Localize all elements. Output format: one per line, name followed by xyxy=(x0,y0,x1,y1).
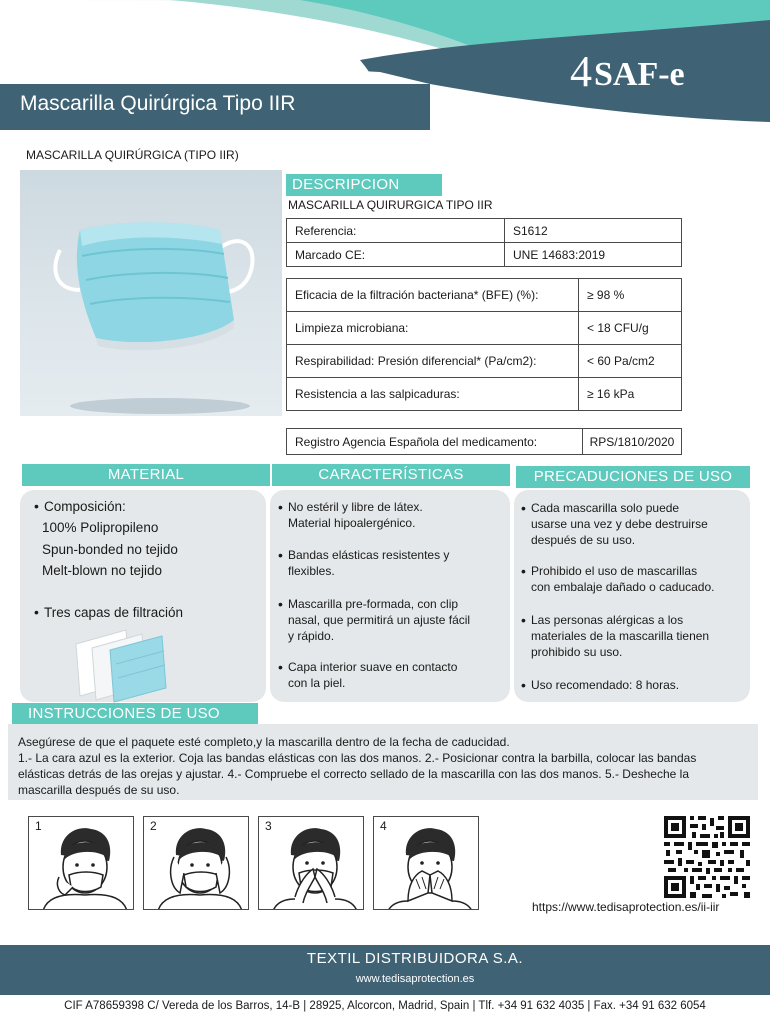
table-row xyxy=(287,429,682,455)
qr-url-link[interactable]: https://www.tedisaprotection.es/ii-iir xyxy=(532,900,720,914)
page-title: Mascarilla Quirúrgica Tipo IIR xyxy=(20,92,296,115)
ce-mark-label: Marcado CE: xyxy=(287,243,505,267)
description-label: DESCRIPCION xyxy=(286,174,442,196)
logo-text: SAF-e xyxy=(594,56,685,93)
precaution-item: • Las personas alérgicas a los materiales de la mascarilla tienen prohibido su uso. xyxy=(531,612,709,660)
footer-website-link[interactable]: www.tedisaprotection.es xyxy=(355,973,475,985)
material-line: 100% Polipropileno xyxy=(42,520,159,535)
spec-label: Respirabilidad: Presión diferencial* (Pa/cm2): xyxy=(287,345,579,378)
spec-value: < 60 Pa/cm2 xyxy=(579,345,682,378)
precaution-item: • Uso recomendado: 8 horas. xyxy=(531,677,679,693)
step-3-illustration xyxy=(258,816,364,910)
step-number: 4 xyxy=(380,819,387,833)
instruction-line: elásticas detrás de las orejas y ajustar. 4.- Compruebe el correcto sellado de la mascarilla con las dos manos. 5.- Desheche la xyxy=(18,767,689,781)
reference-label: Referencia: xyxy=(287,219,505,243)
precaution-item: • Cada mascarilla solo puede usarse una vez y debe destruirse después de su uso. xyxy=(531,500,708,548)
table-row xyxy=(287,279,682,312)
registry-value: RPS/1810/2020 xyxy=(583,429,682,455)
table-row xyxy=(287,378,682,411)
reference-value: S1612 xyxy=(505,219,682,243)
registry-label: Registro Agencia Española del medicamento: xyxy=(287,429,583,455)
step-number: 2 xyxy=(150,819,157,833)
mask-illustration xyxy=(20,170,282,416)
table-row xyxy=(287,219,682,243)
brand-logo xyxy=(570,44,685,94)
step-number: 1 xyxy=(35,819,42,833)
logo-number: 4 xyxy=(570,47,592,96)
person-mask-icon xyxy=(144,817,249,910)
characteristic-item: • No estéril y libre de látex. Material hipoalergénico. xyxy=(288,499,423,531)
instruction-line: Asegúrese de que el paquete esté completo,y la mascarilla dentro de la fecha de caducidad. xyxy=(18,735,510,749)
instructions-block xyxy=(8,724,758,800)
step-1-illustration xyxy=(28,816,134,910)
characteristics-label: CARACTERÍSTICAS xyxy=(272,464,510,486)
layers-item: • Tres capas de filtración xyxy=(44,602,183,623)
step-number: 3 xyxy=(265,819,272,833)
material-label: MATERIAL xyxy=(22,464,270,486)
ce-mark-value: UNE 14683:2019 xyxy=(505,243,682,267)
instruction-line: mascarilla después de su uso. xyxy=(18,783,180,797)
characteristic-item: • Bandas elásticas resistentes y flexibles. xyxy=(288,547,449,579)
product-subtitle: MASCARILLA QUIRÚRGICA (TIPO IIR) xyxy=(26,148,239,162)
description-heading: MASCARILLA QUIRURGICA TIPO IIR xyxy=(288,198,493,212)
filter-layers-icon xyxy=(66,624,186,704)
characteristic-item: • Capa interior suave en contacto con la piel. xyxy=(288,659,457,691)
step-2-illustration xyxy=(143,816,249,910)
spec-value: ≥ 98 % xyxy=(579,279,682,312)
spec-value: ≥ 16 kPa xyxy=(579,378,682,411)
header xyxy=(0,0,770,140)
person-mask-icon xyxy=(374,817,479,910)
qr-code-icon xyxy=(662,814,752,900)
footer-address: CIF A78659398 C/ Vereda de los Barros, 14-B | 28925, Alcorcon, Madrid, Spain | Tlf. +34 91 632 4035 | Fax. +34 91 632 6054 xyxy=(64,1000,706,1012)
qr-code[interactable] xyxy=(662,814,752,900)
material-line: Melt-blown no tejido xyxy=(42,563,163,578)
product-image xyxy=(20,170,282,416)
composition-item: • Composición: xyxy=(44,496,126,517)
spec-label: Eficacia de la filtración bacteriana* (BFE) (%): xyxy=(287,279,579,312)
specifications-table xyxy=(286,278,682,411)
precaution-item: • Prohibido el uso de mascarillas con embalaje dañado o caducado. xyxy=(531,563,714,595)
material-line: Spun-bonded no tejido xyxy=(42,542,178,557)
person-mask-icon xyxy=(29,817,134,910)
instruction-line: 1.- La cara azul es la exterior. Coja las bandas elásticas con las dos manos. 2.- Posicionar contra la barbilla, colocar las bandas xyxy=(18,751,697,765)
spec-label: Limpieza microbiana: xyxy=(287,312,579,345)
precautions-label: PRECADUCIONES DE USO xyxy=(516,466,750,488)
reference-table xyxy=(286,218,682,267)
footer-company-name: TEXTIL DISTRIBUIDORA S.A. xyxy=(306,950,524,967)
characteristic-item: • Mascarilla pre-formada, con clip nasal, que permitirá un ajuste fácil y rápido. xyxy=(288,596,470,644)
table-row xyxy=(287,243,682,267)
table-row xyxy=(287,345,682,378)
step-4-illustration xyxy=(373,816,479,910)
spec-label: Resistencia a las salpicaduras: xyxy=(287,378,579,411)
instructions-label: INSTRUCCIONES DE USO xyxy=(12,703,258,725)
person-mask-icon xyxy=(259,817,364,910)
spec-value: < 18 CFU/g xyxy=(579,312,682,345)
registry-table xyxy=(286,428,682,455)
table-row xyxy=(287,312,682,345)
